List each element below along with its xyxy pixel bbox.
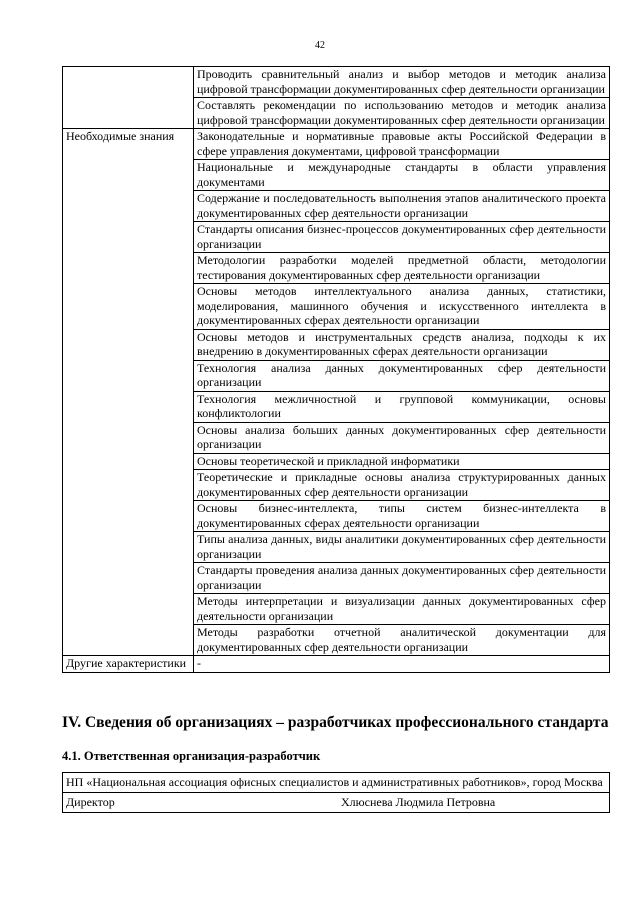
competency-table — [62, 66, 610, 673]
subsection-title: 4.1. Ответственная организация-разработчик — [62, 749, 321, 763]
row-label: Другие характеристики — [63, 656, 194, 673]
row-label — [63, 67, 194, 129]
row-item: Технология анализа данных документированных сфер деятельности организации — [194, 360, 610, 391]
row-item: - — [194, 656, 610, 673]
row-item: Национальные и международные стандарты в области управления документами — [194, 160, 610, 191]
row-item: Законодательные и нормативные правовые акты Российской Федерации в сфере управления документами, цифровой трансформации — [194, 129, 610, 160]
table-row — [63, 656, 610, 673]
row-item: Содержание и последовательность выполнения этапов аналитического проекта документированных сфер деятельности организации — [194, 191, 610, 222]
signatory-role: Директор — [66, 795, 115, 809]
row-item: Составлять рекомендации по использованию методов и методик анализа цифровой трансформации документированных сфер деятельности организации — [194, 98, 610, 129]
page-number: 42 — [315, 40, 325, 51]
row-item: Проводить сравнительный анализ и выбор методов и методик анализа цифровой трансформации документированных сфер деятельности организации — [194, 67, 610, 98]
row-item: Стандарты описания бизнес-процессов документированных сфер деятельности организации — [194, 222, 610, 253]
row-item: Основы методов и инструментальных средств анализа, подходы к их внедрению в документированных сферах деятельности организации — [194, 329, 610, 360]
row-item: Методологии разработки моделей предметной области, методологии тестирования документированных сфер деятельности организации — [194, 253, 610, 284]
row-item: Методы разработки отчетной аналитической документации для документированных сфер деятельности организации — [194, 625, 610, 656]
row-label: Необходимые знания — [63, 129, 194, 656]
signatory-name: Хлюснева Людмила Петровна — [341, 795, 496, 809]
table-row — [63, 129, 610, 160]
row-item: Технология межличностной и групповой коммуникации, основы конфликтологии — [194, 391, 610, 422]
row-item: Основы бизнес-интеллекта, типы систем бизнес-интеллекта в документированных сферах деятельности организации — [194, 501, 610, 532]
row-item: Основы анализа больших данных документированных сфер деятельности организации — [194, 422, 610, 453]
organization-name: НП «Национальная ассоциация офисных специалистов и административных работников», город Москва — [63, 773, 610, 793]
organization-table — [62, 772, 610, 813]
table-row — [63, 67, 610, 98]
row-item: Основы теоретической и прикладной информатики — [194, 453, 610, 470]
row-item: Теоретические и прикладные основы анализа структурированных данных документированных сфер деятельности организации — [194, 470, 610, 501]
row-item: Методы интерпретации и визуализации данных документированных сфер деятельности организации — [194, 594, 610, 625]
signature-row — [63, 793, 610, 813]
row-item: Основы методов интеллектуального анализа данных, статистики, моделирования, машинного обучения и искусственного интеллекта в документированных сферах деятельности организации — [194, 284, 610, 330]
row-item: Стандарты проведения анализа данных документированных сфер деятельности организации — [194, 563, 610, 594]
section-title: IV. Сведения об организациях – разработчиках профессионального стандарта — [62, 714, 609, 731]
row-item: Типы анализа данных, виды аналитики документированных сфер деятельности организации — [194, 532, 610, 563]
